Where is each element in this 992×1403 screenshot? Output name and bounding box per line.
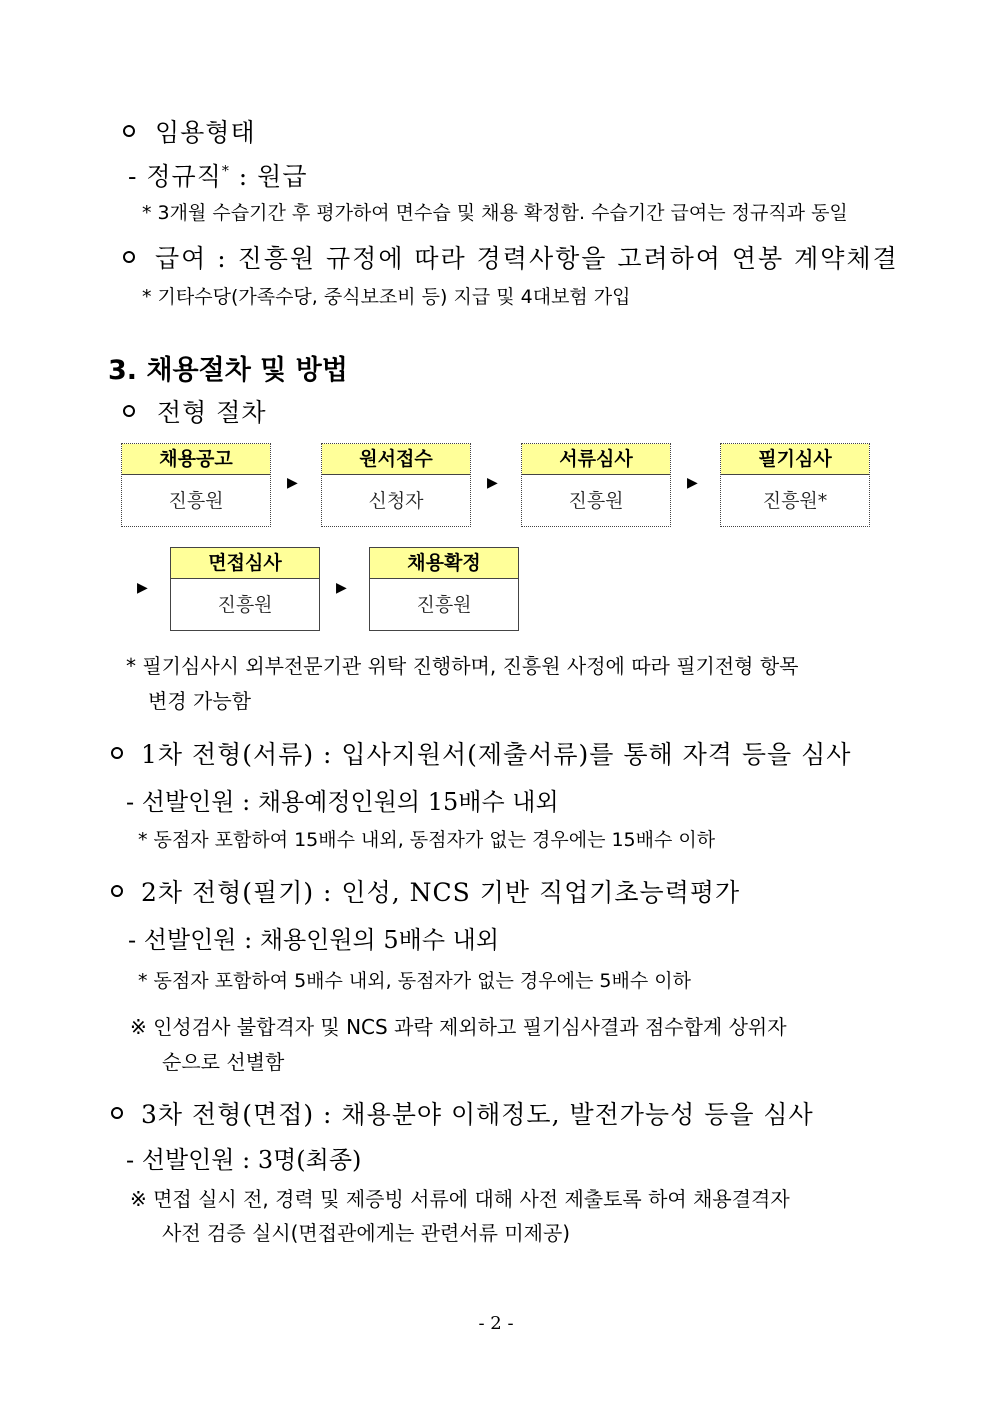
employment-note: * 3개월 수습기간 후 평가하여 면수습 및 채용 확정함. 수습기간 급여는 정규직과 동일 (142, 202, 848, 224)
round1-title: 1차 전형(서류) : 입사지원서(제출서류)를 통해 자격 등을 심사 (141, 740, 852, 769)
arrow-right-icon: ▶ (487, 475, 498, 491)
process-step-box (121, 443, 271, 527)
employment-type-value: : 원급 (229, 162, 308, 191)
process-note: 변경 가능함 (148, 689, 251, 713)
process-step-label: 면접심사 (171, 548, 319, 579)
page-number: - 2 - (478, 1313, 514, 1334)
salary-note: * 기타수당(가족수당, 중식보조비 등) 지급 및 4대보험 가입 (142, 286, 631, 308)
bullet-circle-icon (123, 125, 135, 137)
arrow-right-icon: ▶ (336, 580, 347, 596)
round2-title: 2차 전형(필기) : 인성, NCS 기반 직업기초능력평가 (141, 878, 741, 907)
round2-remark: ※ 인성검사 불합격자 및 NCS 과락 제외하고 필기심사결과 점수합계 상위자 (130, 1015, 787, 1039)
process-title: 전형 절차 (157, 398, 267, 427)
arrow-right-icon: ▶ (287, 475, 298, 491)
employment-type-line (128, 157, 307, 193)
process-step-owner: 진흥원 (416, 594, 472, 616)
section-heading: 3. 채용절차 및 방법 (108, 355, 348, 386)
process-step-label: 서류심사 (522, 444, 670, 475)
salary-title: 급여 : 진흥원 규정에 따라 경력사항을 고려하여 연봉 계약체결 (155, 244, 899, 273)
process-step-label: 필기심사 (721, 444, 869, 475)
process-step-owner: 진흥원 (168, 490, 224, 512)
round1-note: * 동점자 포함하여 15배수 내외, 동점자가 없는 경우에는 15배수 이하 (138, 829, 716, 851)
round2-note: * 동점자 포함하여 5배수 내외, 동점자가 없는 경우에는 5배수 이하 (138, 970, 691, 992)
process-step-label: 채용공고 (122, 444, 270, 475)
round1-select: - 선발인원 : 채용예정인원의 15배수 내외 (126, 788, 559, 816)
bullet-circle-icon (111, 747, 123, 759)
bullet-circle-icon (123, 251, 135, 263)
bullet-circle-icon (123, 405, 135, 417)
employment-type-label: - 정규직 (128, 162, 222, 191)
bullet-circle-icon (111, 885, 123, 897)
round2-select: - 선발인원 : 채용인원의 5배수 내외 (128, 926, 500, 954)
process-step-box (720, 443, 870, 527)
process-step-box (170, 547, 320, 631)
process-note: * 필기심사시 외부전문기관 위탁 진행하며, 진흥원 사정에 따라 필기전형 항목 (126, 654, 799, 678)
process-step-label: 채용확정 (370, 548, 518, 579)
round3-select: - 선발인원 : 3명(최종) (126, 1146, 362, 1174)
bullet-circle-icon (111, 1107, 123, 1119)
arrow-right-icon: ▶ (137, 580, 148, 596)
employment-type-star: * (221, 163, 230, 180)
process-step-box (321, 443, 471, 527)
round3-remark: ※ 면접 실시 전, 경력 및 제증빙 서류에 대해 사전 제출토록 하여 채용결격자 (130, 1187, 790, 1211)
process-step-box (369, 547, 519, 631)
process-step-label: 원서접수 (322, 444, 470, 475)
process-step-owner: 진흥원 (217, 594, 273, 616)
round3-title: 3차 전형(면접) : 채용분야 이해정도, 발전가능성 등을 심사 (141, 1100, 814, 1129)
round3-remark: 사전 검증 실시(면접관에게는 관련서류 미제공) (162, 1221, 571, 1245)
process-step-owner: 신청자 (368, 490, 424, 512)
process-step-owner: 진흥원 (568, 490, 624, 512)
round2-remark: 순으로 선별함 (162, 1050, 285, 1074)
process-step-owner: 진흥원* (762, 490, 828, 512)
process-step-box (521, 443, 671, 527)
arrow-right-icon: ▶ (687, 475, 698, 491)
employment-title: 임용형태 (155, 118, 256, 147)
